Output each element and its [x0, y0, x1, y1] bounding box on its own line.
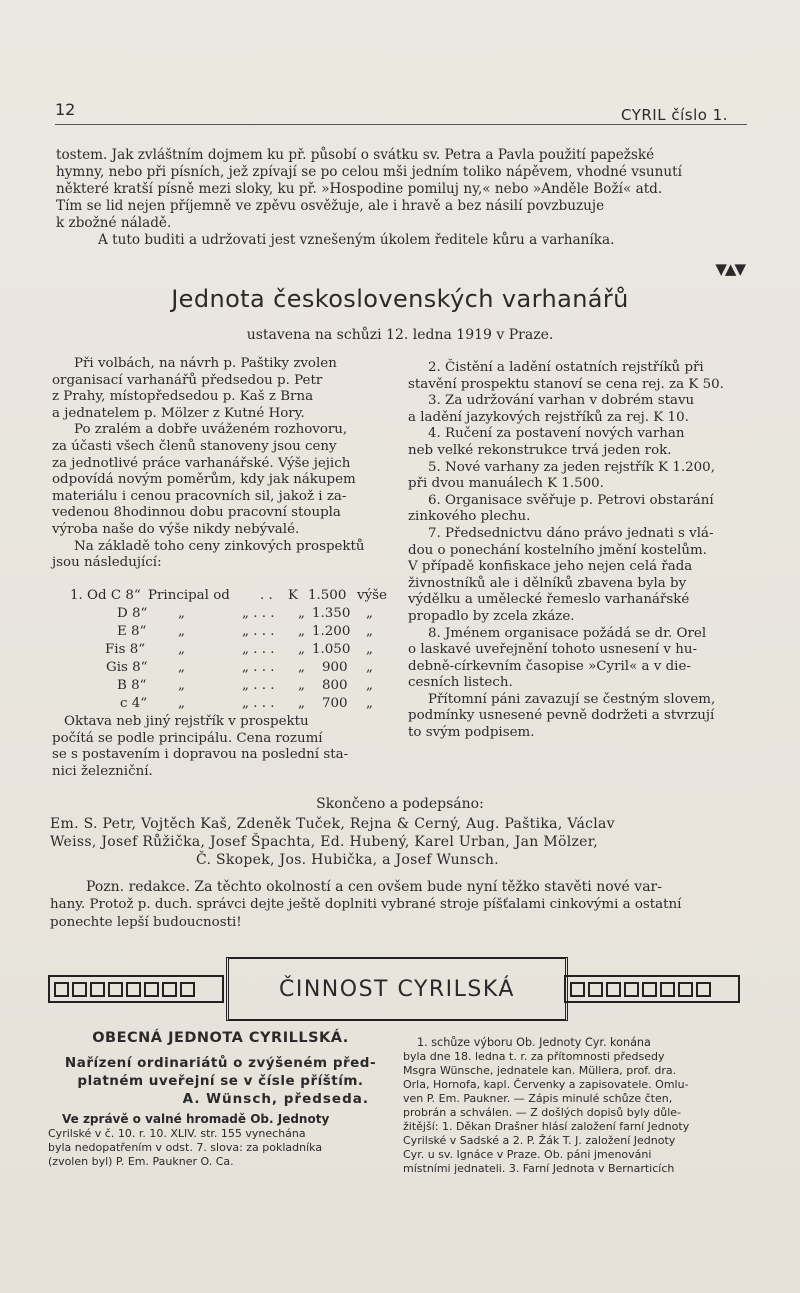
- price-currency: „: [298, 696, 305, 711]
- signatory-line: Weiss, Josef Růžička, Josef Špachta, Ed. Hubený, Karel Urban, Jan Mölzer,: [50, 834, 598, 850]
- minutes-line: Cyrilské v Sadské a 2. P. Žák T. J. založení Jednoty: [403, 1134, 676, 1147]
- right-line: o laskavé uveřejnění tohoto usnesení v hu-: [408, 642, 698, 658]
- price-label: c 4“: [120, 696, 148, 711]
- report-line: Cyrilské v č. 10. r. 10. XLIV. str. 155 vynechána: [48, 1127, 306, 1140]
- banner-left-ornament: [48, 975, 224, 1003]
- intro-paragraph: [56, 147, 682, 249]
- right-line: výdělku a umělecké řemeslo varhanářské: [408, 592, 690, 608]
- right-line: propadlo by zcela zkáze.: [408, 608, 575, 624]
- price-value: 1.050: [312, 642, 351, 657]
- left-line: vedenou 8hodinnou dobu pracovní stoupla: [52, 505, 341, 521]
- left-line: odpovídá novým poměrům, kdy jak nákupem: [52, 472, 356, 488]
- price-currency: K: [288, 588, 299, 603]
- right-line: podmínky usnesené pevně dodržeti a stvrzují: [408, 708, 715, 724]
- signatories: [50, 815, 750, 869]
- left-line: se s postavením i dopravou na poslední sta-: [52, 747, 349, 763]
- section-banner: [48, 957, 740, 1017]
- ornament-divider: ▼▲▼: [715, 260, 744, 278]
- report-line: Ve zprávě o valné hromadě Ob. Jednoty: [62, 1112, 330, 1126]
- price-currency: „: [298, 642, 305, 657]
- article-title: Jednota československých varhanářů: [171, 285, 629, 313]
- bottom-left-column: [48, 1028, 393, 1169]
- note-line: Pozn. redakce. Za těchto okolností a cen ovšem bude nyní těžko stavěti nové var-: [86, 879, 662, 895]
- minutes-line: 1. schůze výboru Ob. Jednoty Cyr. konána: [417, 1036, 651, 1049]
- note-line: ponechte lepší budoucnosti!: [50, 915, 242, 930]
- minutes-line: žitější: 1. Děkan Drašner hlásí založení farní Jednoty: [403, 1120, 690, 1133]
- right-line: zinkového plechu.: [408, 509, 531, 525]
- price-value: 800: [322, 678, 348, 693]
- article-subtitle: ustavena na schůzi 12. ledna 1919 v Praze.: [246, 327, 554, 343]
- price-label: D 8“: [117, 606, 148, 621]
- left-line: výroba naše do výše nikdy nebývalé.: [52, 521, 300, 537]
- right-line: a ladění jazykových rejstříků za rej. K 10.: [408, 409, 689, 425]
- bottom-right-column: [403, 1036, 753, 1176]
- left-line: za jednotlivé práce varhanářské. Výše jejich: [52, 455, 351, 471]
- notice-line: platném uveřejní se v čísle příštím.: [77, 1073, 364, 1089]
- right-line: živnostníků ale i dělníků zbavena byla by: [408, 575, 687, 591]
- price-suffix: „: [366, 696, 373, 711]
- price-currency: „: [298, 606, 305, 621]
- left-line: a jednatelem p. Mölzer z Kutné Hory.: [52, 405, 305, 421]
- left-line: organisací varhanářů předsedou p. Petr: [52, 372, 323, 388]
- price-name: „: [178, 606, 185, 621]
- intro-line: hymny, nebo při písních, jež zpívají se po celou mši jedním toliko nápěvem, vhodné vsunutí: [56, 164, 682, 180]
- price-value: 900: [322, 660, 348, 675]
- note-line: hany. Protož p. duch. správci dejte ještě doplniti vybrané stroje píšťalami cinkovými a ostatní: [50, 897, 682, 912]
- minutes-line: byla dne 18. ledna t. r. za přítomnosti předsedy: [403, 1050, 665, 1063]
- left-line: z Prahy, místopředsedou p. Kaš z Brna: [52, 389, 314, 405]
- left-line: Oktava neb jiný rejstřík v prospektu: [64, 714, 309, 729]
- price-currency: „: [298, 678, 305, 693]
- price-label: E 8“: [117, 624, 147, 639]
- intro-line: tostem. Jak zvláštním dojmem ku př. působí o svátku sv. Petra a Pavla použití papežské: [56, 147, 655, 163]
- left-line: jsou následující:: [52, 555, 162, 571]
- minutes-line: Orla, Hornofa, kapl. Červenky a zapisovatele. Omlu-: [403, 1078, 689, 1091]
- price-label: Fis 8“: [105, 642, 146, 657]
- signatory-line: Em. S. Petr, Vojtěch Kaš, Zdeněk Tuček, Rejna & Cerný, Aug. Paštika, Václav: [50, 816, 615, 832]
- minutes-line: Cyr. u sv. Ignáce v Praze. Ob. páni jmenováni: [403, 1148, 652, 1161]
- right-column: [408, 360, 753, 742]
- price-name: „: [178, 624, 185, 639]
- right-line: 5. Nové varhany za jeden rejstřík K 1.200,: [428, 459, 715, 475]
- right-line: to svým podpisem.: [408, 725, 535, 741]
- price-dots: „ . . .: [242, 696, 275, 711]
- left-line: za účasti všech členů stanoveny jsou ceny: [52, 438, 337, 454]
- right-line: 7. Předsednictvu dáno právo jednati s vlá-: [428, 525, 714, 541]
- price-value: 1.350: [312, 606, 351, 621]
- price-dots: „ . . .: [242, 642, 275, 657]
- left-line: nici železniční.: [52, 763, 153, 779]
- right-line: 2. Čistění a ladění ostatních rejstříků při: [428, 360, 704, 375]
- left-line: Při volbách, na návrh p. Paštiky zvolen: [74, 356, 337, 371]
- left-column-end: [52, 714, 397, 780]
- section-heading: OBECNÁ JEDNOTA CYRILLSKÁ.: [92, 1030, 349, 1046]
- price-name: „: [178, 660, 185, 675]
- left-line: Na základě toho ceny zinkových prospektů: [74, 538, 365, 554]
- right-line: 3. Za udržování varhan v dobrém stavu: [428, 393, 695, 409]
- price-suffix: „: [366, 642, 373, 657]
- price-suffix: „: [366, 624, 373, 639]
- report-line: byla nedopatřením v odst. 7. slova: za pokladníka: [48, 1141, 323, 1154]
- intro-line: k zbožné náladě.: [56, 215, 172, 231]
- price-dots: „ . . .: [242, 678, 275, 693]
- report-line: (zvolen byl) P. Em. Paukner O. Ca.: [48, 1155, 234, 1168]
- right-line: V případě konfiskace jeho nejen celá řada: [408, 559, 693, 575]
- price-dots: . .: [260, 588, 273, 603]
- left-line: Po zralém a dobře uváženém rozhovoru,: [74, 422, 348, 438]
- editorial-note: [50, 878, 750, 932]
- minutes-line: Msgra Wünsche, jednatele kan. Müllera, prof. dra.: [403, 1064, 677, 1077]
- right-line: 8. Jménem organisace požádá se dr. Orel: [428, 625, 707, 641]
- right-line: Přítomní páni zavazují se čestným slovem,: [428, 691, 716, 707]
- minutes-line: místními jednateli. 3. Farní Jednota v Bernarticích: [403, 1162, 675, 1175]
- intro-line: A tuto buditi a udržovati jest vznešeným úkolem ředitele kůru a varhaníka.: [98, 232, 615, 248]
- price-value: 1.200: [312, 624, 351, 639]
- left-line: počítá se podle principálu. Cena rozumí: [52, 730, 323, 746]
- price-name: Principal od: [148, 588, 230, 603]
- price-suffix: „: [366, 606, 373, 621]
- running-header: CYRIL číslo 1.: [621, 106, 728, 124]
- intro-line: Tím se lid nejen příjemně ve zpěvu osvěžuje, ale i hravě a bez násilí povzbuzuje: [56, 198, 605, 214]
- price-dots: „ . . .: [242, 606, 275, 621]
- price-label: 1. Od C 8“: [70, 588, 141, 603]
- header-rule: [55, 124, 747, 125]
- minutes-line: probrán a schválen. — Z došlých dopisů byly důle-: [403, 1106, 682, 1119]
- left-line: materiálu i cenou pracovních sil, jakož i za-: [52, 488, 347, 504]
- price-name: „: [178, 642, 185, 657]
- price-dots: „ . . .: [242, 624, 275, 639]
- right-line: dou o ponechání kostelního jmění kostelům.: [408, 542, 707, 558]
- left-column: [52, 356, 397, 572]
- price-currency: „: [298, 660, 305, 675]
- price-value: 1.500: [308, 588, 347, 603]
- notice-line: Nařízení ordinariátů o zvýšeném před-: [64, 1055, 377, 1071]
- price-suffix: výše: [357, 588, 387, 603]
- price-currency: „: [298, 624, 305, 639]
- price-label: Gis 8“: [106, 660, 148, 675]
- right-line: debně-církevním časopise »Cyril« a v die-: [408, 658, 691, 674]
- signatory-line: Č. Skopek, Jos. Hubička, a Josef Wunsch.: [196, 852, 499, 868]
- right-line: 6. Organisace svěřuje p. Petrovi obstarání: [428, 492, 714, 508]
- price-suffix: „: [366, 660, 373, 675]
- price-dots: „ . . .: [242, 660, 275, 675]
- price-suffix: „: [366, 678, 373, 693]
- right-line: při dvou manuálech K 1.500.: [408, 476, 604, 492]
- price-name: „: [178, 696, 185, 711]
- price-value: 700: [322, 696, 348, 711]
- signed-heading: Skončeno a podepsáno:: [316, 796, 484, 812]
- right-line: 4. Ručení za postavení nových varhan: [428, 426, 685, 442]
- right-line: neb velké rekonstrukce trvá jeden rok.: [408, 442, 672, 458]
- right-line: stavění prospektu stanoví se cena rej. za K 50.: [408, 376, 724, 392]
- intro-line: některé kratší písně mezi sloky, ku př. »Hospodine pomiluj ny,« nebo »Anděle Boží« atd.: [56, 181, 663, 197]
- page-number: 12: [55, 100, 76, 119]
- notice-signature: A. Wünsch, předseda.: [182, 1091, 369, 1107]
- minutes-line: ven P. Em. Paukner. — Zápis minulé schůze čten,: [403, 1092, 673, 1105]
- price-label: B 8“: [117, 678, 147, 693]
- right-line: cesních listech.: [408, 675, 513, 691]
- banner-right-ornament: [564, 975, 740, 1003]
- section-title: ČINNOST CYRILSKÁ: [226, 957, 568, 1021]
- price-name: „: [178, 678, 185, 693]
